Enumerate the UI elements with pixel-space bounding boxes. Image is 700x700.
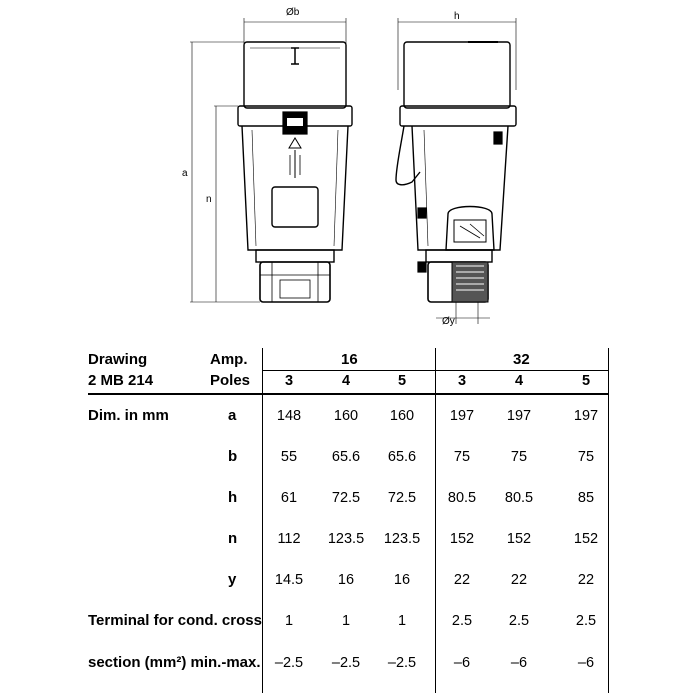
terminal-max-value: –6 (453, 655, 471, 671)
side-view (396, 18, 516, 324)
header-rule (88, 393, 608, 395)
dimension-value: 152 (449, 531, 475, 547)
dimension-value: 61 (280, 490, 298, 506)
poles-value: 5 (397, 373, 407, 389)
poles-value: 3 (457, 373, 467, 389)
column-divider-3 (608, 348, 609, 693)
terminal-label-line1: Terminal for cond. cross (88, 612, 262, 629)
terminal-max-value: –6 (577, 655, 595, 671)
terminal-max-value: –6 (510, 655, 528, 671)
dimension-value: 152 (506, 531, 532, 547)
dimension-value: 197 (506, 408, 532, 424)
dimension-value: 72.5 (331, 490, 361, 506)
dimensions-label: Dim. in mm (88, 407, 169, 424)
dimension-value: 65.6 (387, 449, 417, 465)
dimension-value: 75 (577, 449, 595, 465)
dimension-value: 80.5 (447, 490, 477, 506)
dimension-value: 80.5 (504, 490, 534, 506)
dimension-value: 148 (276, 408, 302, 424)
terminal-min-value: 1 (397, 613, 407, 629)
dimension-value: 14.5 (274, 572, 304, 588)
dimension-value: 22 (510, 572, 528, 588)
dimension-label-b: Øb (286, 7, 300, 18)
drawing-label: Drawing (88, 351, 148, 368)
dimension-key: h (228, 489, 238, 506)
column-divider-1 (262, 348, 263, 693)
drawing-number: 2 MB 214 (88, 372, 154, 389)
terminal-max-value: –2.5 (331, 655, 361, 671)
dimension-value: 197 (449, 408, 475, 424)
dimension-label-y: Øy (442, 316, 455, 327)
poles-label: Poles (210, 372, 251, 389)
amp-label: Amp. (210, 351, 248, 368)
terminal-min-value: 2.5 (508, 613, 530, 629)
dimension-key: b (228, 448, 238, 465)
column-divider-2 (435, 348, 436, 693)
dimension-value: 123.5 (327, 531, 365, 547)
dimension-key: a (228, 407, 237, 424)
dimension-label-a: a (182, 168, 188, 179)
front-view (190, 18, 352, 302)
dimension-value: 75 (453, 449, 471, 465)
dimension-key: n (228, 530, 238, 547)
terminal-min-value: 1 (284, 613, 294, 629)
dimension-value: 72.5 (387, 490, 417, 506)
terminal-min-value: 2.5 (451, 613, 473, 629)
amp-group-16: 16 (341, 351, 358, 368)
dimension-value: 55 (280, 449, 298, 465)
terminal-min-value: 1 (341, 613, 351, 629)
terminal-max-value: –2.5 (387, 655, 417, 671)
dimension-value: 65.6 (331, 449, 361, 465)
dimension-key: y (228, 571, 237, 588)
plug-technical-drawing (0, 0, 700, 340)
dimension-label-h: h (454, 11, 460, 22)
dimensions-table (0, 340, 700, 700)
dimension-value: 160 (389, 408, 415, 424)
dimension-value: 16 (393, 572, 411, 588)
dimension-value: 112 (277, 531, 301, 547)
dimension-label-n: n (206, 194, 212, 205)
dimension-value: 16 (337, 572, 355, 588)
amp-group-32: 32 (513, 351, 530, 368)
poles-value: 5 (581, 373, 591, 389)
terminal-max-value: –2.5 (274, 655, 304, 671)
poles-value: 3 (284, 373, 294, 389)
dimension-value: 123.5 (383, 531, 421, 547)
dimension-value: 85 (577, 490, 595, 506)
terminal-min-value: 2.5 (575, 613, 597, 629)
poles-value: 4 (514, 373, 524, 389)
terminal-label-line2: section (mm²) min.-max. (88, 654, 261, 671)
dimension-value: 160 (333, 408, 359, 424)
dimension-value: 152 (573, 531, 599, 547)
dimension-value: 75 (510, 449, 528, 465)
dimension-value: 22 (577, 572, 595, 588)
poles-value: 4 (341, 373, 351, 389)
dimension-value: 22 (453, 572, 471, 588)
dimension-value: 197 (573, 408, 599, 424)
